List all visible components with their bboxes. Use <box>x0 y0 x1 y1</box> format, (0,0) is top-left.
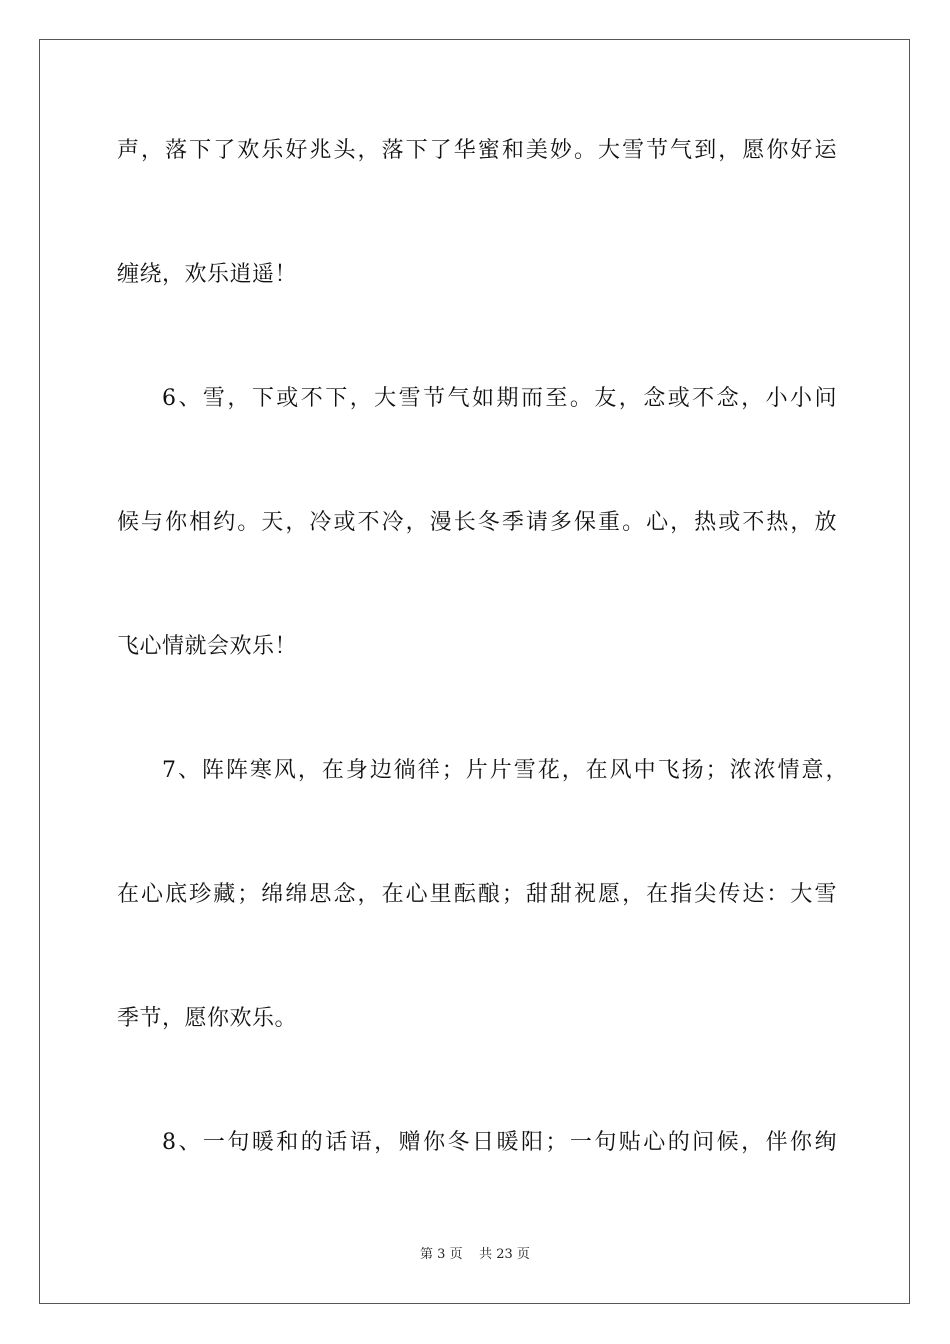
text-line-8: 季节，愿你欢乐。 <box>117 1006 298 1031</box>
text-line-5: 飞心情就会欢乐！ <box>117 634 298 659</box>
total-pages: 共 23 页 <box>479 1247 530 1262</box>
text-line-4: 候与你相约。天，冷或不冷，漫长冬季请多保重。心，热或不热，放 <box>117 510 837 535</box>
page-number: 第 3 页 <box>420 1247 463 1262</box>
page-border <box>39 39 910 1304</box>
text-line-7: 在心底珍藏；绵绵思念，在心里酝酿；甜甜祝愿，在指尖传达：大雪 <box>117 882 837 907</box>
text-line-1: 声，落下了欢乐好兆头，落下了华蜜和美妙。大雪节气到，愿你好运 <box>117 138 837 163</box>
text-line-3: 6、雪，下或不下，大雪节气如期而至。友，念或不念，小小问 <box>162 386 837 411</box>
text-line-2: 缠绕，欢乐逍遥！ <box>117 262 298 287</box>
text-line-6: 7、阵阵寒风，在身边徜徉；片片雪花，在风中飞扬；浓浓情意， <box>162 758 848 783</box>
page-footer <box>0 1246 950 1264</box>
text-line-9: 8、一句暖和的话语，赠你冬日暖阳；一句贴心的问候，伴你绚 <box>162 1130 837 1155</box>
